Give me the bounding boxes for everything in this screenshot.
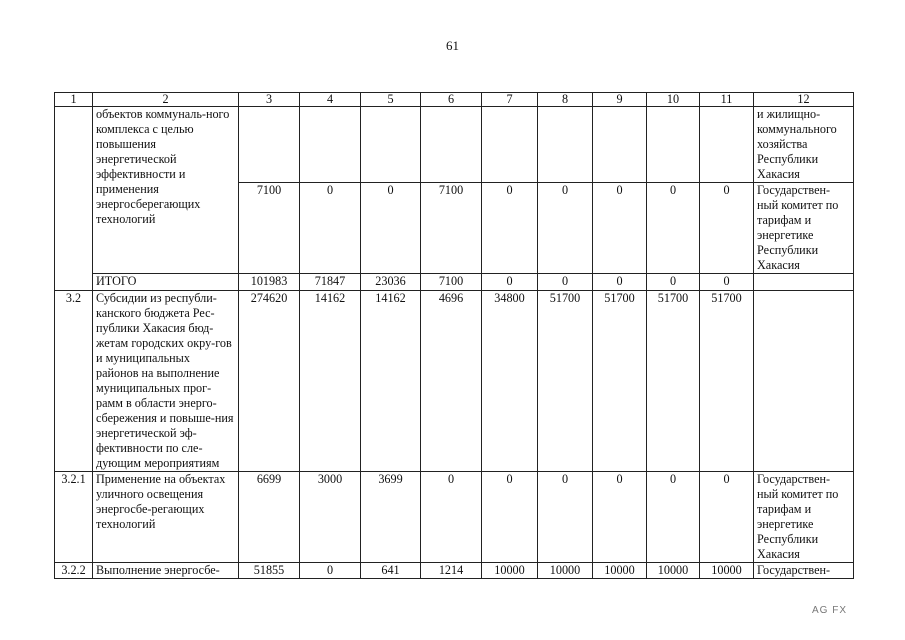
row-description: Применение на объектах уличного освещения энергосбе-регающих технологий [93, 472, 239, 563]
row-number: 3.2.2 [55, 563, 93, 579]
value-cell: 10000 [482, 563, 538, 579]
value-cell: 274620 [239, 291, 300, 472]
value-cell: 0 [700, 274, 754, 291]
value-cell: 0 [482, 472, 538, 563]
col-header: 12 [754, 93, 854, 107]
row-number: 3.2 [55, 291, 93, 472]
value-cell: 0 [647, 183, 700, 274]
value-cell: 0 [700, 472, 754, 563]
value-cell: 641 [361, 563, 421, 579]
value-cell: 51700 [647, 291, 700, 472]
value-cell: 0 [538, 472, 593, 563]
col-header: 4 [300, 93, 361, 107]
col-header: 7 [482, 93, 538, 107]
row-organization: Государствен- [754, 563, 854, 579]
value-cell: 7100 [421, 183, 482, 274]
value-cell: 0 [538, 183, 593, 274]
value-cell: 0 [647, 274, 700, 291]
value-cell: 14162 [361, 291, 421, 472]
row-organization: Государствен-ный комитет по тарифам и энергетике Республики Хакасия [754, 472, 854, 563]
value-cell: 0 [361, 183, 421, 274]
value-cell: 34800 [482, 291, 538, 472]
scanner-watermark: AG FX [811, 605, 847, 616]
value-cell: 0 [647, 472, 700, 563]
total-row [55, 274, 854, 291]
page-number: 61 [446, 38, 459, 53]
col-header: 11 [700, 93, 754, 107]
value-cell: 0 [593, 472, 647, 563]
col-header: 6 [421, 93, 482, 107]
row-organization: Государствен-ный комитет по тарифам и энергетике Республики Хакасия [754, 183, 854, 274]
value-cell: 71847 [300, 274, 361, 291]
value-cell: 7100 [239, 183, 300, 274]
value-cell: 10000 [700, 563, 754, 579]
row-description: Субсидии из республи-канского бюджета Рес-публики Хакасия бюд-жетам городских окру-гов и муниципальных районов на выполнение муниципальных прог-рамм в области энерго-сбережения и повыше-ния энергетической эф-фективности по сле-дующим мероприятиям [93, 291, 239, 472]
value-cell: 51700 [700, 291, 754, 472]
value-cell: 23036 [361, 274, 421, 291]
table-row [55, 563, 854, 579]
value-cell: 10000 [647, 563, 700, 579]
col-header: 8 [538, 93, 593, 107]
table-row [55, 107, 854, 183]
value-cell: 14162 [300, 291, 361, 472]
value-cell: 6699 [239, 472, 300, 563]
table-row [55, 291, 854, 472]
value-cell: 0 [593, 274, 647, 291]
col-header: 3 [239, 93, 300, 107]
value-cell: 0 [538, 274, 593, 291]
value-cell: 3699 [361, 472, 421, 563]
row-organization [754, 291, 854, 472]
value-cell: 51700 [593, 291, 647, 472]
header-row [55, 93, 854, 107]
col-header: 1 [55, 93, 93, 107]
col-header: 9 [593, 93, 647, 107]
table-row [55, 472, 854, 563]
col-header: 2 [93, 93, 239, 107]
value-cell: 10000 [593, 563, 647, 579]
value-cell: 51700 [538, 291, 593, 472]
value-cell: 1214 [421, 563, 482, 579]
row-description: объектов коммуналь-ного комплекса с целью повышения энергетической эффективности и применения энергосберегающих технологий [93, 107, 239, 274]
value-cell: 3000 [300, 472, 361, 563]
row-number-cell [55, 107, 93, 291]
value-cell: 0 [482, 274, 538, 291]
col-header: 10 [647, 93, 700, 107]
value-cell: 0 [700, 183, 754, 274]
value-cell: 4696 [421, 291, 482, 472]
value-cell: 51855 [239, 563, 300, 579]
col-header: 5 [361, 93, 421, 107]
total-label: ИТОГО [93, 274, 239, 291]
value-cell: 101983 [239, 274, 300, 291]
value-cell: 0 [300, 183, 361, 274]
row-organization: и жилищно-коммунального хозяйства Республики Хакасия [754, 107, 854, 183]
value-cell: 10000 [538, 563, 593, 579]
row-number: 3.2.1 [55, 472, 93, 563]
row-description: Выполнение энергосбе- [93, 563, 239, 579]
value-cell: 0 [482, 183, 538, 274]
value-cell: 7100 [421, 274, 482, 291]
value-cell: 0 [421, 472, 482, 563]
value-cell: 0 [593, 183, 647, 274]
budget-table [54, 92, 854, 579]
value-cell: 0 [300, 563, 361, 579]
